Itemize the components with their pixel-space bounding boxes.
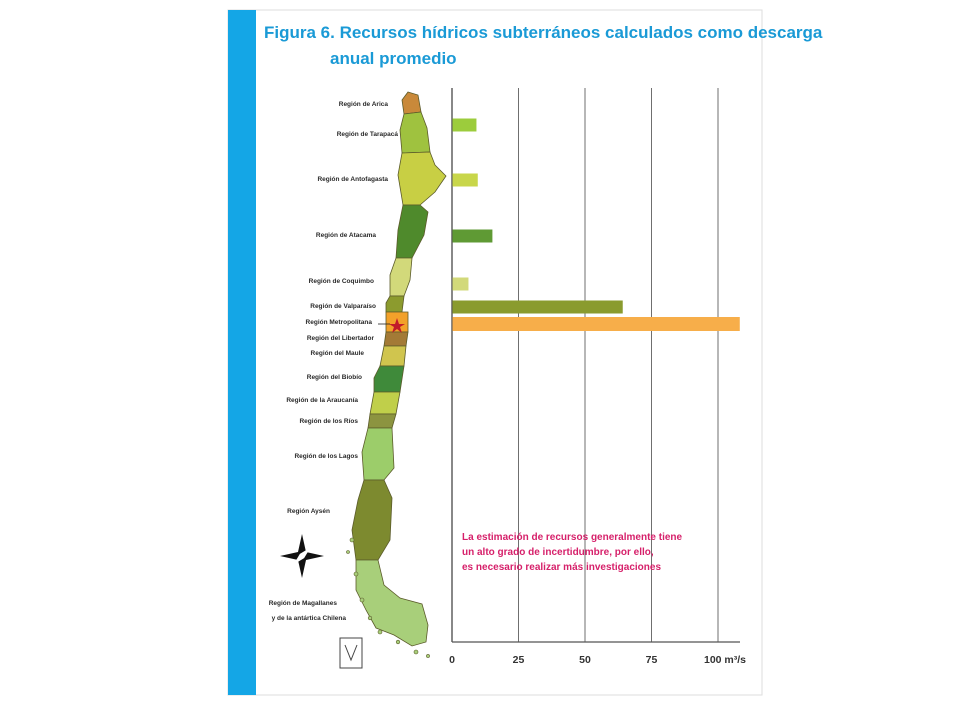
map-region-libertador xyxy=(384,332,408,346)
x-tick-label: 25 xyxy=(512,654,525,666)
region-label: Región de Arica xyxy=(338,101,388,108)
note-line: un alto grado de incertidumbre, por ello, xyxy=(462,547,654,558)
region-label: Región de los Ríos xyxy=(299,418,358,425)
note-text xyxy=(462,532,683,573)
x-tick-label: 100 m³/s xyxy=(704,654,747,666)
bar xyxy=(453,301,623,314)
note-line: La estimación de recursos generalmente tiene xyxy=(462,532,683,543)
bar xyxy=(453,174,478,187)
region-label: Región del Maule xyxy=(310,350,364,357)
map-region-los-rios xyxy=(368,414,396,428)
bar xyxy=(453,317,740,331)
region-label: Región Aysén xyxy=(287,508,330,515)
region-label: Región de Antofagasta xyxy=(317,176,388,183)
region-label: Región de la Araucanía xyxy=(286,397,358,404)
region-label: Región de Magallanes xyxy=(268,600,337,607)
figure-title-line1: Figura 6. Recursos hídricos subterráneos calculados como descarga xyxy=(264,23,823,42)
accent-bar xyxy=(228,10,256,695)
region-label: y de la antártica Chilena xyxy=(271,615,346,622)
map-region-biobio xyxy=(374,366,404,392)
map-region-araucania xyxy=(370,392,400,414)
bar xyxy=(453,119,477,132)
x-tick-label: 50 xyxy=(579,654,591,666)
region-label: Región del Biobío xyxy=(306,374,362,381)
region-label: Región de Valparaíso xyxy=(310,303,376,310)
bar xyxy=(453,278,469,291)
x-tick-label: 0 xyxy=(449,654,455,666)
region-label: Región de Atacama xyxy=(315,232,376,239)
antarctic-inset xyxy=(340,638,362,668)
bar xyxy=(453,230,493,243)
region-label: Región Metropolitana xyxy=(305,319,372,326)
figure-frame xyxy=(228,10,762,695)
map-region-maule xyxy=(380,346,406,366)
region-label: Región de Coquimbo xyxy=(308,278,374,285)
region-label: Región de los Lagos xyxy=(294,453,358,460)
x-tick-label: 75 xyxy=(645,654,658,666)
region-label: Región de Tarapacá xyxy=(336,131,398,138)
note-line: es necesario realizar más investigaciones xyxy=(462,562,661,573)
map-region-los-lagos xyxy=(362,428,394,480)
region-label: Región del Libertador xyxy=(306,335,374,342)
figure-title-line2: anual promedio xyxy=(330,49,457,68)
map-region-valparaiso xyxy=(386,296,404,312)
